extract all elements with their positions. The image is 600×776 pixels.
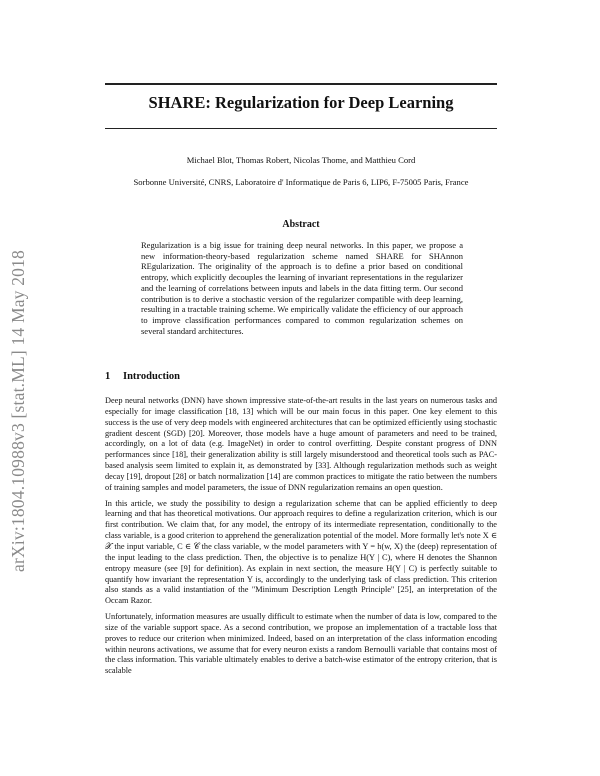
section-heading-introduction — [105, 371, 180, 382]
section-number: 1 — [105, 371, 111, 382]
abstract-text: Regularization is a big issue for training deep neural networks. In this paper, we propose a new information-theory-based regularization scheme named SHARE for SHAnnon REgularization. The originality of the approach is to define a prior based on conditional entropy, which explicitly decouples the learning of invariant representations in the regularizer and the learning of correlations between inputs and labels in the data fitting term. Our second contribution is to derive a stochastic version of the regularizer compatible with deep learning, resulting in a tractable training scheme. We empirically validate the efficiency of our approach to improve classification performances compared to common regularization schemes on several standard architectures. — [141, 240, 463, 336]
title-rule-top — [105, 83, 497, 85]
author-list: Michael Blot, Thomas Robert, Nicolas Thome, and Matthieu Cord — [186, 155, 416, 165]
title-rule-bottom — [105, 128, 497, 129]
paper-title: SHARE: Regularization for Deep Learning — [148, 93, 454, 112]
paragraph: Unfortunately, information measures are usually difficult to estimate when the number of data is low, compared to the size of the variable support space. As a second contribution, we propose an implementation of a tractable loss that proves to reduce our criterion when minimized. Indeed, based on an interpretation of the class information encoding within neurons activations, we assume that for every neuron exists a random Bernoulli variable that contains most of the class information. This variable ultimately enables to derive a batch-wise estimator of the entropy criterion, that is scalable — [105, 612, 497, 676]
author-affiliation: Sorbonne Université, CNRS, Laboratoire d' Informatique de Paris 6, LIP6, F-75005 Paris, France — [133, 177, 469, 187]
abstract-heading: Abstract — [282, 219, 320, 230]
paragraph: Deep neural networks (DNN) have shown impressive state-of-the-art results in the last years on numerous tasks and especially for image classification [18, 13] which will be our main focus in this paper. One key element to this success is the use of very deep models with engineered architectures that can be optimized efficiently using stochastic gradient descent (SGD) [20]. Moreover, those models have a huge amount of parameters and need to be trained, accordingly, on a lot of data (e.g. ImageNet) in order to control overfitting. Despite constant progress of DNN performances since [18], their generalization ability is still largely misunderstood and theoretical tools such as PAC-based analysis seem limited to explain it, as demonstrated by [33]. Although regularization methods such as weight decay [19], dropout [28] or batch normalization [14] are common practices to mitigate the ratio between the numbers of training samples and model parameters, the issue of DNN regularization remains an open question. — [105, 396, 497, 492]
paragraph: In this article, we study the possibility to design a regularization scheme that can be applied efficiently to deep learning and that has theoretical motivations. Our approach requires to define a regularization criterion, which is our first contribution. We claim that, for any model, the entropy of its intermediate representation, conditionally to the class variable, is a good criterion to apprehend the generalization potential of the model. More formally let's note X ∈ 𝒳 the input variable, C ∈ 𝒞 the class variable, w the model parameters with Y = h(w, X) the (deep) representation of the input leading to the class prediction. Then, the objective is to penalize H(Y | C), where H denotes the Shannon entropy measure (see [9] for definition). As explain in next section, the measure H(Y | C) is perfectly suitable to quantify how invariant the representation Y is, accordingly to the underlying task of class prediction. This criterion also stands as a valid instantiation of the "Minimum Description Length Principle" [25], an interpretation of the Occam Razor. — [105, 498, 497, 606]
introduction-body — [105, 396, 497, 682]
arxiv-identifier-stamp[interactable]: arXiv:1804.10988v3 [stat.ML] 14 May 2018 — [8, 250, 28, 572]
section-title: Introduction — [123, 371, 180, 382]
